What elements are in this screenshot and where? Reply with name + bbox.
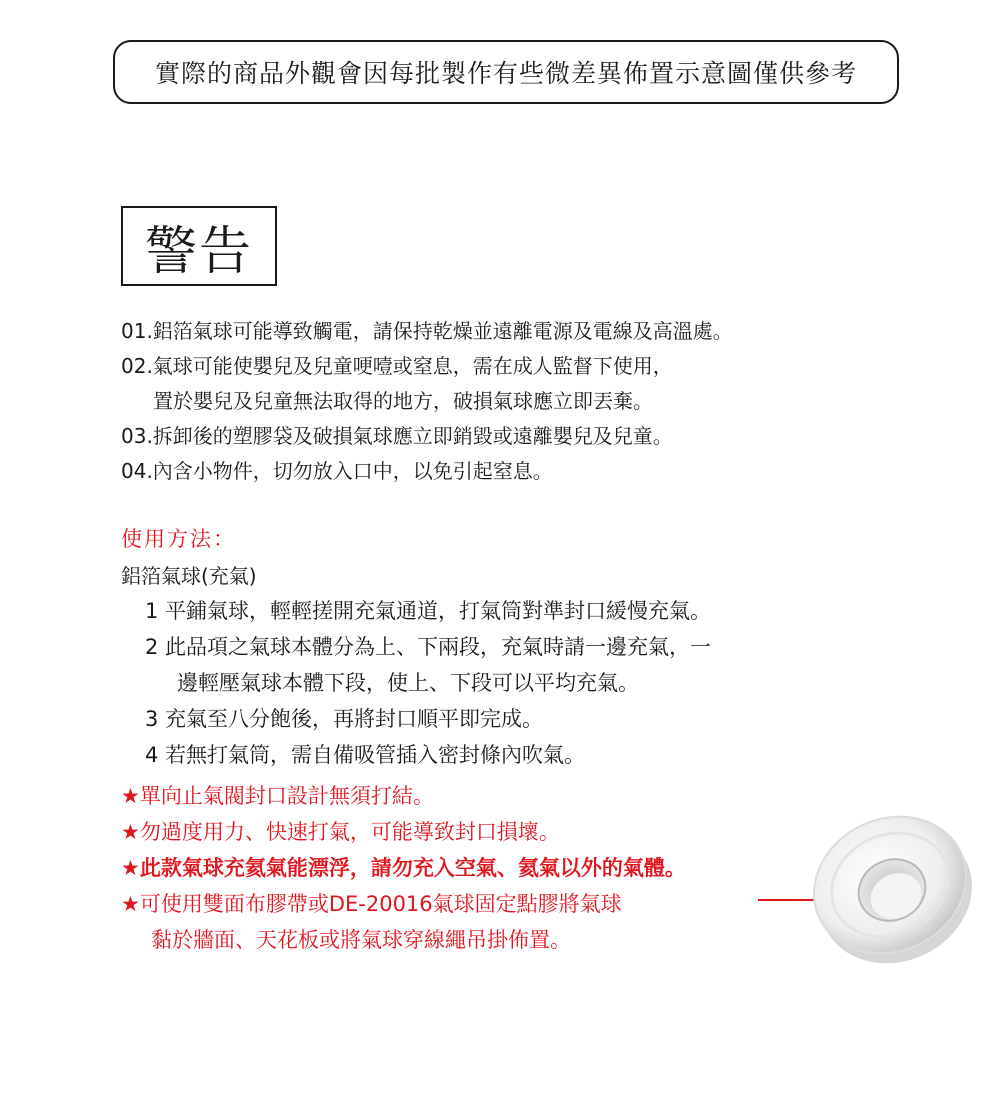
usage-heading: 使用方法： [121, 527, 236, 551]
warning-item: 01.鋁箔氣球可能導致觸電，請保持乾燥並遠離電源及電線及高溫處。 [121, 319, 733, 343]
warning-title: 警告 [121, 206, 277, 286]
usage-step: 1 平鋪氣球，輕輕搓開充氣通道，打氣筒對準封口緩慢充氣。 [145, 599, 712, 623]
usage-step: 3 充氣至八分飽後，再將封口順平即完成。 [145, 707, 544, 731]
disclaimer-notice: 實際的商品外觀會因每批製作有些微差異佈置示意圖僅供參考 [113, 40, 899, 104]
note-item: ★可使用雙面布膠帶或DE-20016氣球固定點膠將氣球 [121, 892, 622, 916]
warning-item: 04.內含小物件，切勿放入口中，以免引起窒息。 [121, 459, 553, 483]
note-item: ★勿過度用力、快速打氣，可能導致封口損壞。 [121, 820, 560, 844]
note-item-emphasis: ★此款氣球充氦氣能漂浮，請勿充入空氣、氦氣以外的氣體。 [121, 856, 686, 880]
usage-subheading: 鋁箔氣球(充氣) [121, 564, 257, 588]
usage-step: 4 若無打氣筒，需自備吸管插入密封條內吹氣。 [145, 743, 586, 767]
warning-item: 02.氣球可能使嬰兒及兒童哽噎或窒息，需在成人監督下使用， [121, 354, 673, 378]
glue-dots-roll-icon [808, 800, 978, 970]
usage-step-continued: 邊輕壓氣球本體下段，使上、下段可以平均充氣。 [177, 671, 639, 695]
note-item: ★單向止氣閥封口設計無須打結。 [121, 784, 434, 808]
warning-list [121, 314, 981, 489]
usage-steps [145, 593, 965, 773]
warning-item: 03.拆卸後的塑膠袋及破損氣球應立即銷毀或遠離嬰兒及兒童。 [121, 424, 673, 448]
usage-step: 2 此品項之氣球本體分為上、下兩段，充氣時請一邊充氣，一 [145, 635, 712, 659]
warning-item-continued: 置於嬰兒及兒童無法取得的地方，破損氣球應立即丟棄。 [153, 389, 653, 413]
note-item-continued: 黏於牆面、天花板或將氣球穿線繩吊掛佈置。 [151, 928, 571, 952]
